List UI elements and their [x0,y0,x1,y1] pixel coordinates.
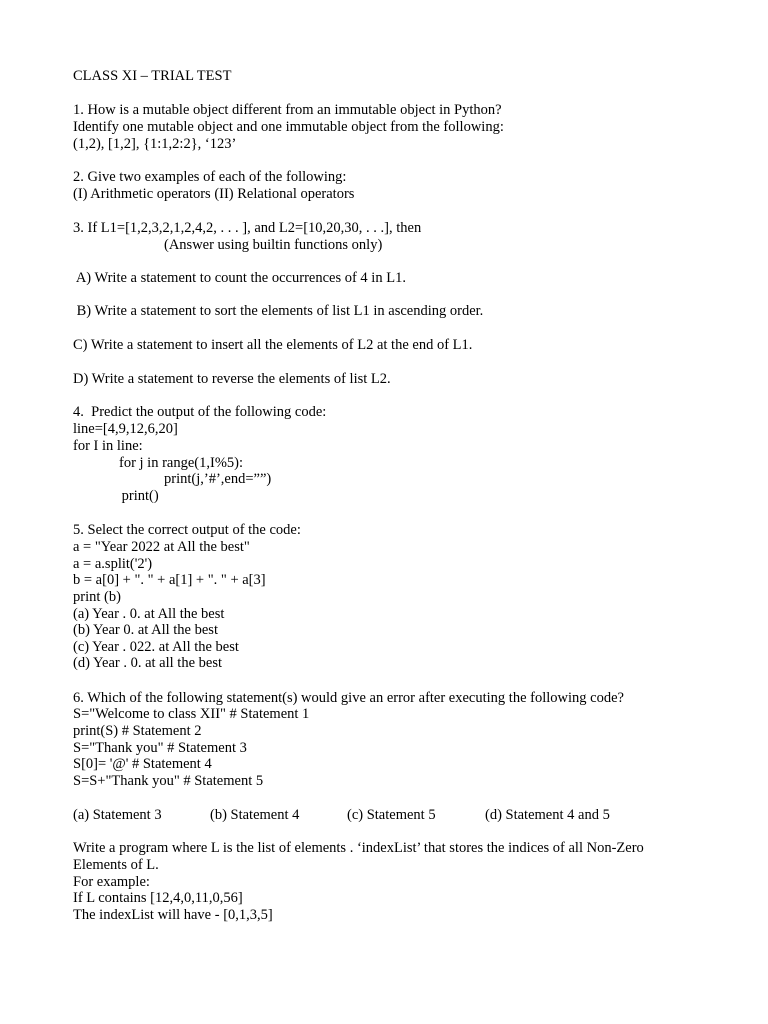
q7-example-label: For example: [73,874,150,890]
q6-option-b: (b) Statement 4 [210,807,300,823]
q3-question: 3. If L1=[1,2,3,2,1,2,4,2, . . . ], and L2=[10,20,30, . . .], then [73,220,422,236]
q4-code-line: print() [118,488,159,504]
q5-question: 5. Select the correct output of the code: [73,522,301,538]
q2-categories: (I) Arithmetic operators (II) Relational operators [73,186,355,202]
q1-objects: (1,2), [1,2], {1:1,2:2}, ‘123’ [73,136,237,152]
q3-part-c: C) Write a statement to insert all the elements of L2 at the end of L1. [73,337,473,353]
q4-question: 4. Predict the output of the following code: [73,404,327,420]
q7-example-input: If L contains [12,4,0,11,0,56] [73,890,243,906]
q6-code-line: print(S) # Statement 2 [73,723,202,739]
q1-instruction: Identify one mutable object and one immutable object from the following: [73,119,504,135]
q5-option-b: (b) Year 0. at All the best [73,622,218,638]
q4-code-line: print(j,’#’,end=””) [164,471,272,487]
q5-code-line: print (b) [73,589,121,605]
q6-code-line: S="Welcome to class XII" # Statement 1 [73,706,310,722]
q4-code-line: for I in line: [73,438,143,454]
q6-option-d: (d) Statement 4 and 5 [485,807,610,823]
q7-question-cont: Elements of L. [73,857,159,873]
q5-code-line: a = a.split('2') [73,556,153,572]
q5-option-c: (c) Year . 022. at All the best [73,639,239,655]
q5-code-line: b = a[0] + ". " + a[1] + ". " + a[3] [73,572,266,588]
test-title: CLASS XI – TRIAL TEST [73,68,232,84]
q2-question: 2. Give two examples of each of the following: [73,169,347,185]
q7-example-output: The indexList will have - [0,1,3,5] [73,907,273,923]
q5-option-d: (d) Year . 0. at all the best [73,655,222,671]
q4-code-line: for j in range(1,I%5): [119,455,244,471]
q3-part-a: A) Write a statement to count the occurrences of 4 in L1. [73,270,406,286]
q6-code-line: S="Thank you" # Statement 3 [73,740,247,756]
q5-option-a: (a) Year . 0. at All the best [73,606,225,622]
q3-part-b: B) Write a statement to sort the elements of list L1 in ascending order. [73,303,484,319]
q6-option-c: (c) Statement 5 [347,807,436,823]
q5-code-line: a = "Year 2022 at All the best" [73,539,250,555]
q6-question: 6. Which of the following statement(s) would give an error after executing the following code? [73,690,624,706]
q4-code-line: line=[4,9,12,6,20] [73,421,178,437]
q6-option-a: (a) Statement 3 [73,807,162,823]
q1-question: 1. How is a mutable object different from an immutable object in Python? [73,102,502,118]
q3-note: (Answer using builtin functions only) [164,237,383,253]
q6-code-line: S[0]= '@' # Statement 4 [73,756,212,772]
q7-question: Write a program where L is the list of elements . ‘indexList’ that stores the indices of all Non-Zero [73,840,644,856]
q6-code-line: S=S+"Thank you" # Statement 5 [73,773,264,789]
q3-part-d: D) Write a statement to reverse the elements of list L2. [73,371,391,387]
